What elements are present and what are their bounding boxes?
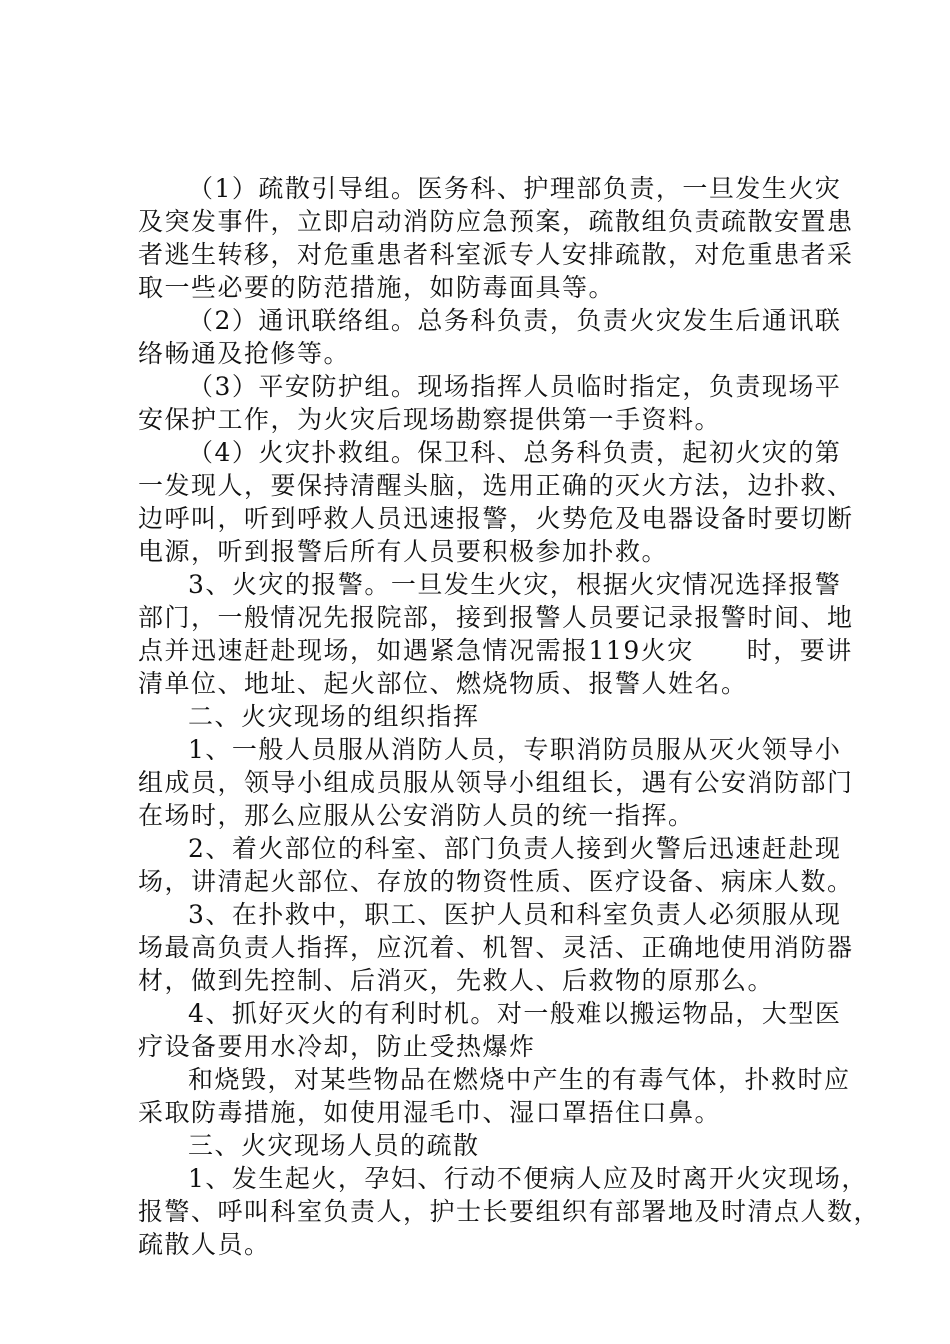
text-line: 清单位、地址、起火部位、燃烧物质、报警人姓名。 (138, 669, 748, 698)
text-line: 疗设备要用水冷却，防止受热爆炸 (138, 1032, 536, 1061)
text-line: 一发现人，要保持清醒头脑，选用正确的灭火方法，边扑救、 (138, 471, 854, 500)
section-heading: 三、火灾现场人员的疏散 (188, 1131, 480, 1160)
text-line: 者逃生转移，对危重患者科室派专人安排疏散，对危重患者采 (138, 240, 854, 269)
text-line: 边呼叫，听到呼救人员迅速报警，火势危及电器设备时要切断 (138, 504, 854, 533)
text-line: 和烧毁，对某些物品在燃烧中产生的有毒气体，扑救时应 (188, 1065, 851, 1094)
text-line: 在场时，那么应服从公安消防人员的统一指挥。 (138, 801, 695, 830)
text-line: 报警、呼叫科室负责人，护士长要组织有部署地及时清点人数， (138, 1197, 881, 1226)
text-line: 疏散人员。 (138, 1230, 271, 1259)
text-line: 3、火灾的报警。一旦发生火灾，根据火灾情况选择报警 (188, 570, 842, 599)
text-line: 及突发事件，立即启动消防应急预案，疏散组负责疏散安置患 (138, 207, 854, 236)
text-line: 安保护工作，为火灾后现场勘察提供第一手资料。 (138, 405, 722, 434)
text-line: 场最高负责人指挥，应沉着、机智、灵活、正确地使用消防器 (138, 933, 854, 962)
text-line: 2、着火部位的科室、部门负责人接到火警后迅速赶赴现 (188, 834, 842, 863)
text-line: 络畅通及抢修等。 (138, 339, 351, 368)
text-line: 组成员，领导小组成员服从领导小组组长，遇有公安消防部门 (138, 768, 854, 797)
text-line: （1）疏散引导组。医务科、护理部负责，一旦发生火灾 (188, 174, 842, 203)
text-line: 3、在扑救中，职工、医护人员和科室负责人必须服从现 (188, 900, 842, 929)
text-line: （4）火灾扑救组。保卫科、总务科负责，起初火灾的第 (188, 438, 842, 467)
text-line: 1、一般人员服从消防人员，专职消防员服从灭火领导小 (188, 735, 842, 764)
text-line: 场，讲清起火部位、存放的物资性质、医疗设备、病床人数。 (138, 867, 854, 896)
text-line: 采取防毒措施，如使用湿毛巾、湿口罩捂住口鼻。 (138, 1098, 722, 1127)
text-line: 电源，听到报警后所有人员要积极参加扑救。 (138, 537, 669, 566)
section-heading: 二、火灾现场的组织指挥 (188, 702, 480, 731)
text-line: （3）平安防护组。现场指挥人员临时指定，负责现场平 (188, 372, 842, 401)
text-line: 1、发生起火，孕妇、行动不便病人应及时离开火灾现场， (188, 1164, 868, 1193)
text-line: 部门，一般情况先报院部，接到报警人员要记录报警时间、地 (138, 603, 854, 632)
text-line: （2）通讯联络组。总务科负责，负责火灾发生后通讯联 (188, 306, 842, 335)
text-line: 取一些必要的防范措施，如防毒面具等。 (138, 273, 616, 302)
text-line: 点并迅速赶赴现场，如遇紧急情况需报119火灾 时，要讲 (138, 636, 853, 665)
text-line: 4、抓好灭火的有利时机。对一般难以搬运物品，大型医 (188, 999, 842, 1028)
text-line: 材，做到先控制、后消灭，先救人、后救物的原那么。 (138, 966, 775, 995)
